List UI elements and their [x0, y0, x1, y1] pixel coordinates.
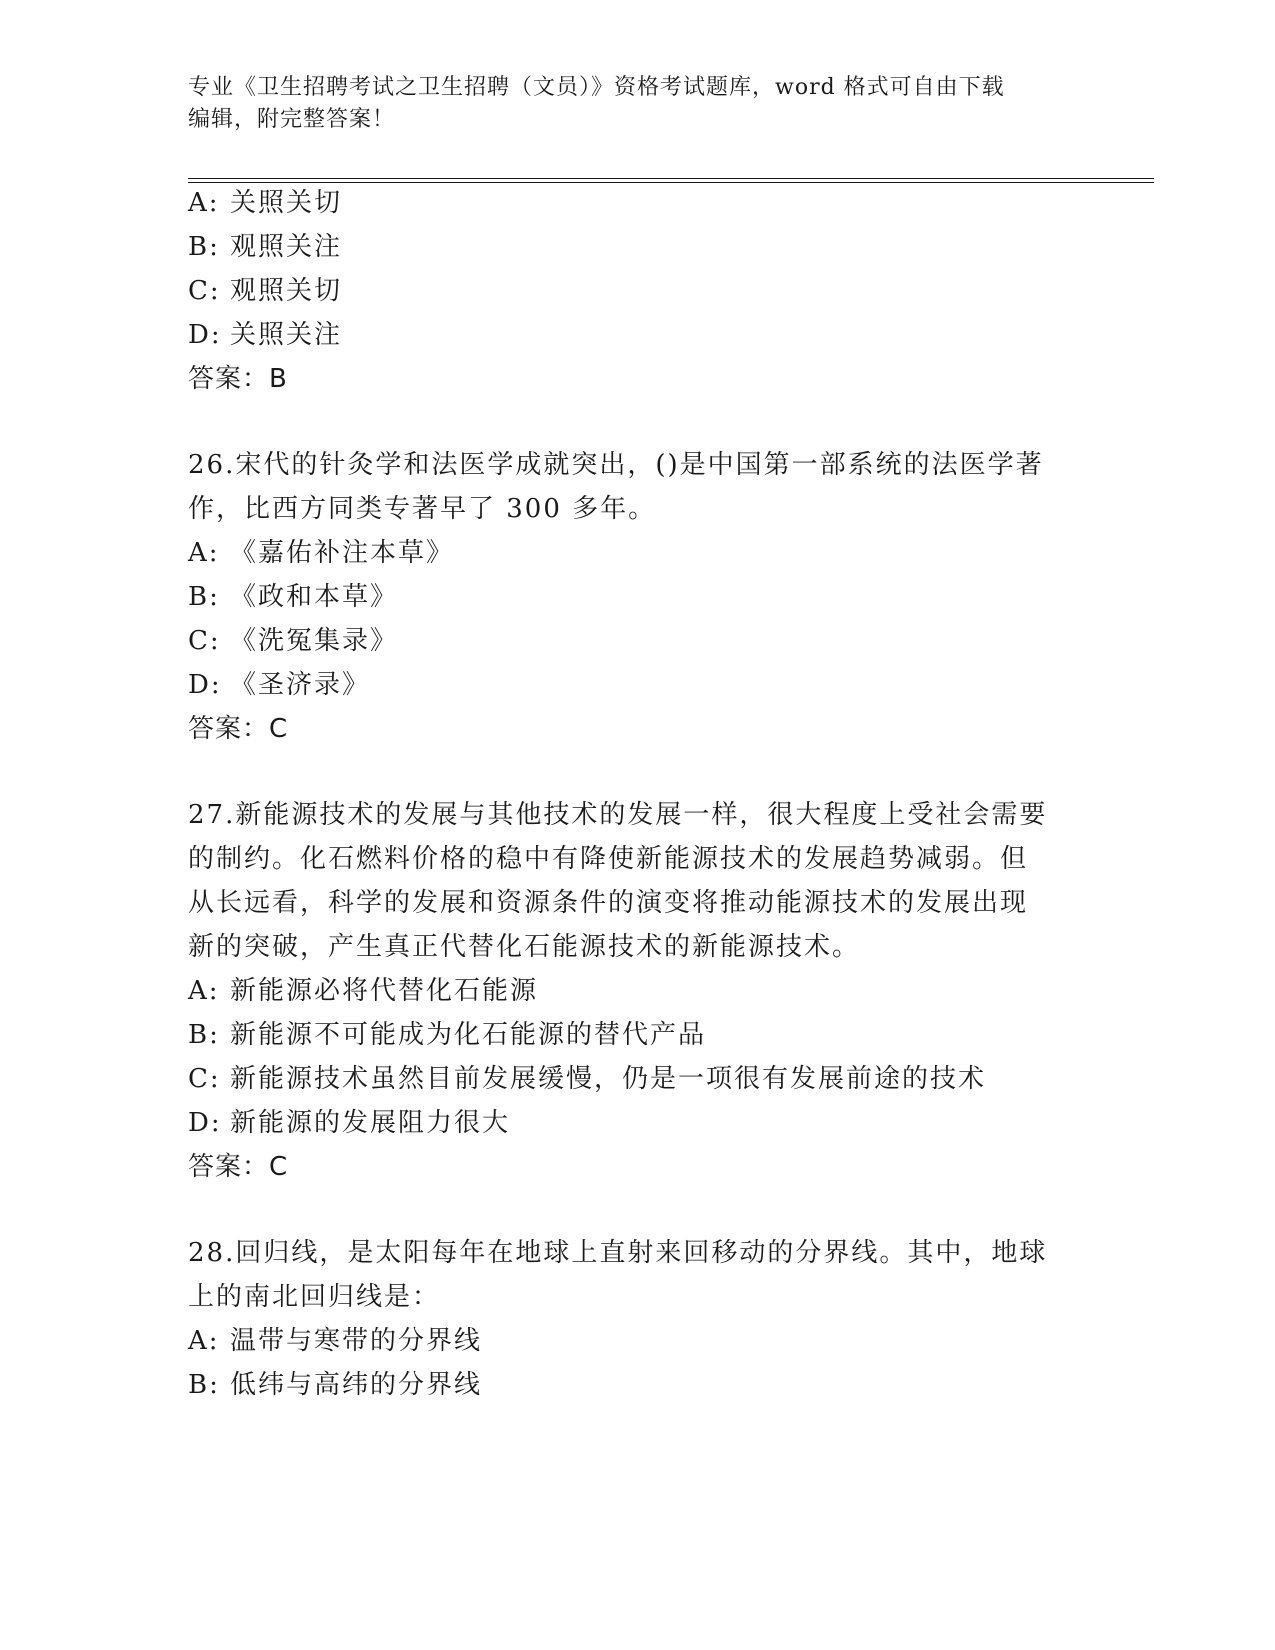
option-text: 观照关注: [230, 232, 343, 262]
q26-option-a: [188, 536, 454, 570]
q27-answer: 答案：C: [188, 1152, 289, 1182]
q28-stem-line-2: 上的南北回归线是：: [188, 1282, 441, 1312]
option-text: 温带与寒带的分界线: [230, 1326, 483, 1356]
option-text: 新能源不可能成为化石能源的替代产品: [230, 1020, 707, 1050]
option-text: 《圣济录》: [230, 670, 371, 700]
option-letter: A:: [188, 976, 220, 1006]
q25-option-b: [188, 230, 342, 264]
q27-option-b: [188, 1018, 706, 1052]
option-letter: C:: [188, 626, 221, 656]
option-letter: B:: [188, 1020, 220, 1050]
header-divider-bottom: [188, 182, 1154, 183]
option-letter: C:: [188, 276, 221, 306]
document-header: [188, 72, 1068, 136]
q26-option-d: [188, 668, 370, 702]
q28-stem-line-1: 28.回归线，是太阳每年在地球上直射来回移动的分界线。其中，地球: [188, 1238, 1048, 1268]
q27-option-a: [188, 974, 538, 1008]
q28-option-b: [188, 1368, 482, 1402]
option-text: 《嘉佑补注本草》: [230, 538, 455, 568]
q26-option-b: [188, 580, 398, 614]
option-text: 观照关切: [230, 276, 343, 306]
q27-stem-line-2: 的制约。化石燃料价格的稳中有降使新能源技术的发展趋势减弱。但: [188, 844, 1029, 874]
option-text: 新能源必将代替化石能源: [230, 976, 539, 1006]
q28-option-a: [188, 1324, 482, 1358]
option-letter: D:: [188, 1108, 222, 1138]
option-text: 新能源的发展阻力很大: [230, 1108, 511, 1138]
option-text: 《洗冤集录》: [230, 626, 399, 656]
option-letter: D:: [188, 320, 222, 350]
q26-option-c: [188, 624, 398, 658]
option-text: 关照关注: [230, 320, 343, 350]
option-letter: A:: [188, 1326, 220, 1356]
q27-option-d: [188, 1106, 510, 1140]
option-text: 《政和本草》: [230, 582, 399, 612]
option-letter: D:: [188, 670, 222, 700]
option-letter: B:: [188, 232, 220, 262]
q27-stem-line-3: 从长远看，科学的发展和资源条件的演变将推动能源技术的发展出现: [188, 888, 1029, 918]
header-divider-top: [188, 178, 1154, 179]
q27-stem-line-4: 新的突破，产生真正代替化石能源技术的新能源技术。: [188, 932, 861, 962]
option-letter: C:: [188, 1064, 221, 1094]
q25-option-d: [188, 318, 342, 352]
q27-option-c: [188, 1062, 986, 1096]
q25-option-c: [188, 274, 342, 308]
q27-stem-line-1: 27.新能源技术的发展与其他技术的发展一样，很大程度上受社会需要: [188, 800, 1048, 830]
option-text: 新能源技术虽然目前发展缓慢，仍是一项很有发展前途的技术: [230, 1064, 987, 1094]
option-letter: A:: [188, 188, 220, 218]
option-text: 低纬与高纬的分界线: [230, 1370, 483, 1400]
header-line-1: 专业《卫生招聘考试之卫生招聘（文员）》资格考试题库，word 格式可自由下载: [188, 75, 1005, 100]
option-letter: B:: [188, 1370, 220, 1400]
q26-stem-line-1: 26.宋代的针灸学和法医学成就突出，()是中国第一部系统的法医学著: [188, 450, 1044, 480]
option-letter: B:: [188, 582, 220, 612]
q25-option-a: [188, 186, 342, 220]
q25-answer: 答案：B: [188, 364, 288, 394]
option-letter: A:: [188, 538, 220, 568]
q26-answer: 答案：C: [188, 714, 289, 744]
option-text: 关照关切: [230, 188, 343, 218]
q26-stem-line-2: 作，比西方同类专著早了 300 多年。: [188, 494, 657, 524]
header-line-2: 编辑，附完整答案！: [188, 107, 396, 132]
